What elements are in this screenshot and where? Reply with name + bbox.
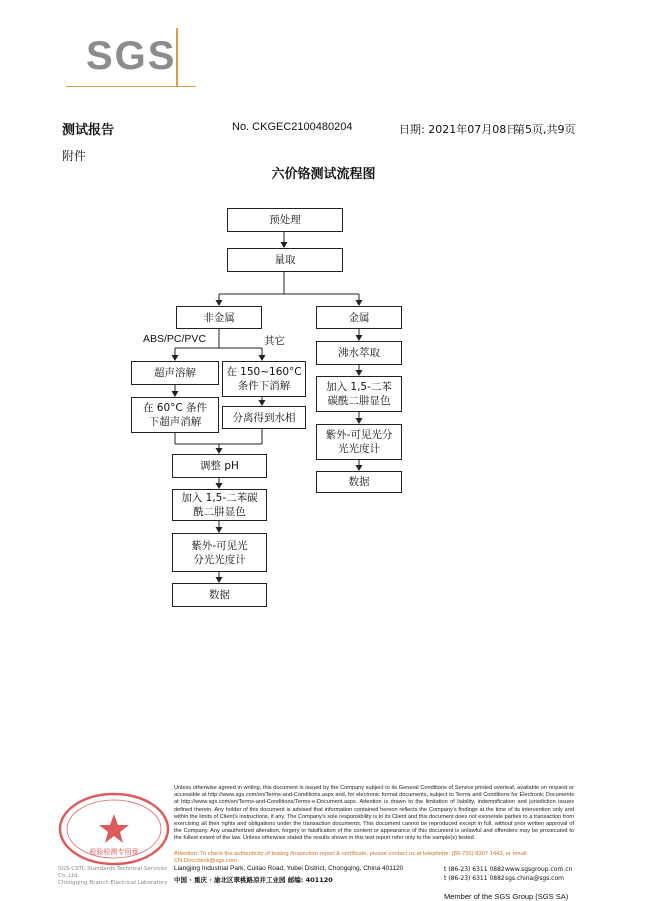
box-digest-150c-line1: 在 150~160°C (226, 366, 302, 378)
attachment-label: 附件 (62, 149, 87, 163)
box-adjust-ph (172, 454, 267, 478)
box-metal-uv-vis (316, 424, 402, 460)
official-stamp (58, 792, 170, 866)
box-pretreatment-label: 预处理 (269, 214, 301, 226)
box-metal-uv-vis-line1: 紫外-可见光分 (325, 429, 393, 441)
official-stamp-text: 检验检测专用章 (89, 848, 139, 856)
telephone-1: t (86-23) 6311 0882 (444, 866, 505, 873)
flowchart-title: 六价铬测试流程图 (271, 167, 376, 182)
box-adjust-ph-label: 调整 pH (200, 460, 239, 472)
box-add-dpc (172, 489, 267, 521)
box-boil-extract-label: 沸水萃取 (338, 347, 380, 359)
box-pretreatment (227, 208, 343, 232)
box-metal-uv-vis-line2: 光光度计 (337, 443, 380, 455)
email: sgs.china@sgs.com (505, 875, 564, 882)
box-metal (316, 306, 402, 329)
box-boil-extract (316, 341, 402, 365)
stamp-org-line2: Chongqing Branch Electrical Laboratory (58, 880, 168, 886)
box-ultrasonic-60c-line1: 在 60°C 条件 (142, 402, 208, 414)
box-add-dpc-line2: 酰二肼显色 (193, 506, 246, 518)
box-ultrasonic-label: 超声溶解 (154, 367, 196, 379)
box-weigh-label: 量取 (274, 254, 296, 266)
page-indicator: 第5页,共9页 (514, 123, 576, 136)
branch-label-abs: ABS/PC/PVC (143, 333, 207, 345)
address-english: Liangjing Industrial Park, Cuitao Road, Yubei District, Chongqing, China 401120 (174, 865, 404, 872)
box-ultrasonic-60c (131, 397, 219, 433)
box-digest-150c (222, 361, 306, 397)
stamp-org-line1: SGS-CSTC Standards Technical Services Co.,Ltd. (58, 866, 168, 879)
box-uv-vis-line1: 紫外-可见光 (191, 539, 248, 552)
box-uv-vis (172, 533, 267, 572)
legal-disclaimer: Unless otherwise agreed in writing, this document is issued by the Company subject to its General Conditions of Service printed overleaf, available on request or accessible at http://www.sgs.com/en/Terms-and-Conditions.aspx and, for electronic format documents, subject to Terms and Conditions for Electronic Documents at http://www.sgs.com/en/Terms-and-Conditions/Terms-e-Document.aspx. Attention is drawn to the limitation of liability, indemnification and jurisdiction issues defined therein. Any holder of this document is advised that information contained hereon reflects the Company's findings at the time of its intervention only and within the limits of Client's instructions, if any. The Company's sole responsibility is to its Client and this document does not exonerate parties to a transaction from exercising all their rights and obligations under the transaction documents. This document cannot be reproduced except in full, without prior written approval of the Company. Any unauthorized alteration, forgery or falsification of the content or appearance of this document is unlawful and offenders may be prosecuted to the fullest extent of the law. Unless otherwise stated the results shown in this test report refer only to the sample(s) tested . (174, 785, 574, 842)
box-nonmetal (176, 306, 262, 329)
branch-label-other: 其它 (264, 335, 285, 347)
box-metal-add-dpc-line2: 碳酰二肼显色 (327, 395, 391, 407)
sgs-member-note: Member of the SGS Group (SGS SA) (444, 892, 569, 901)
stamp-organization (58, 866, 178, 887)
box-uv-vis-line2: 分光光度计 (193, 553, 246, 566)
box-data (172, 583, 267, 607)
box-metal-data-label: 数据 (348, 476, 370, 488)
sgs-logo: SGS (86, 34, 177, 78)
box-weigh (227, 248, 343, 272)
box-metal-label: 金属 (348, 311, 370, 324)
box-ultrasonic (131, 361, 219, 385)
authenticity-attention: Attention: To check the authenticity of testing /inspection report & certificate, please contact us at telephone: (86-755) 8307 1443, or email: CN.Doccheck@sgs.com (174, 851, 529, 864)
telephone-2: t (86-23) 6311 0882 (444, 875, 505, 882)
website: www.sgsgroup.com.cn (505, 866, 573, 873)
box-separate-aqueous (222, 406, 306, 429)
report-number: No. CKGEC2100480204 (232, 121, 353, 133)
address-chinese: 中国 · 重庆 · 渝北区翠桃路凉井工业园 邮编: 401120 (174, 876, 333, 884)
box-separate-aqueous-label: 分离得到水相 (232, 411, 296, 424)
box-metal-add-dpc-line1: 加入 1,5-二苯 (326, 381, 392, 393)
box-digest-150c-line2: 条件下消解 (237, 380, 291, 392)
box-metal-data (316, 471, 402, 493)
report-date: 日期: 2021年07月08日 (399, 123, 518, 136)
box-add-dpc-line1: 加入 1,5-二苯碳 (181, 492, 258, 504)
report-title: 测试报告 (62, 123, 115, 138)
box-nonmetal-label: 非金属 (203, 311, 235, 324)
box-ultrasonic-60c-line2: 下超声消解 (148, 416, 202, 428)
box-data-label: 数据 (209, 589, 230, 601)
box-metal-add-dpc (316, 376, 402, 412)
